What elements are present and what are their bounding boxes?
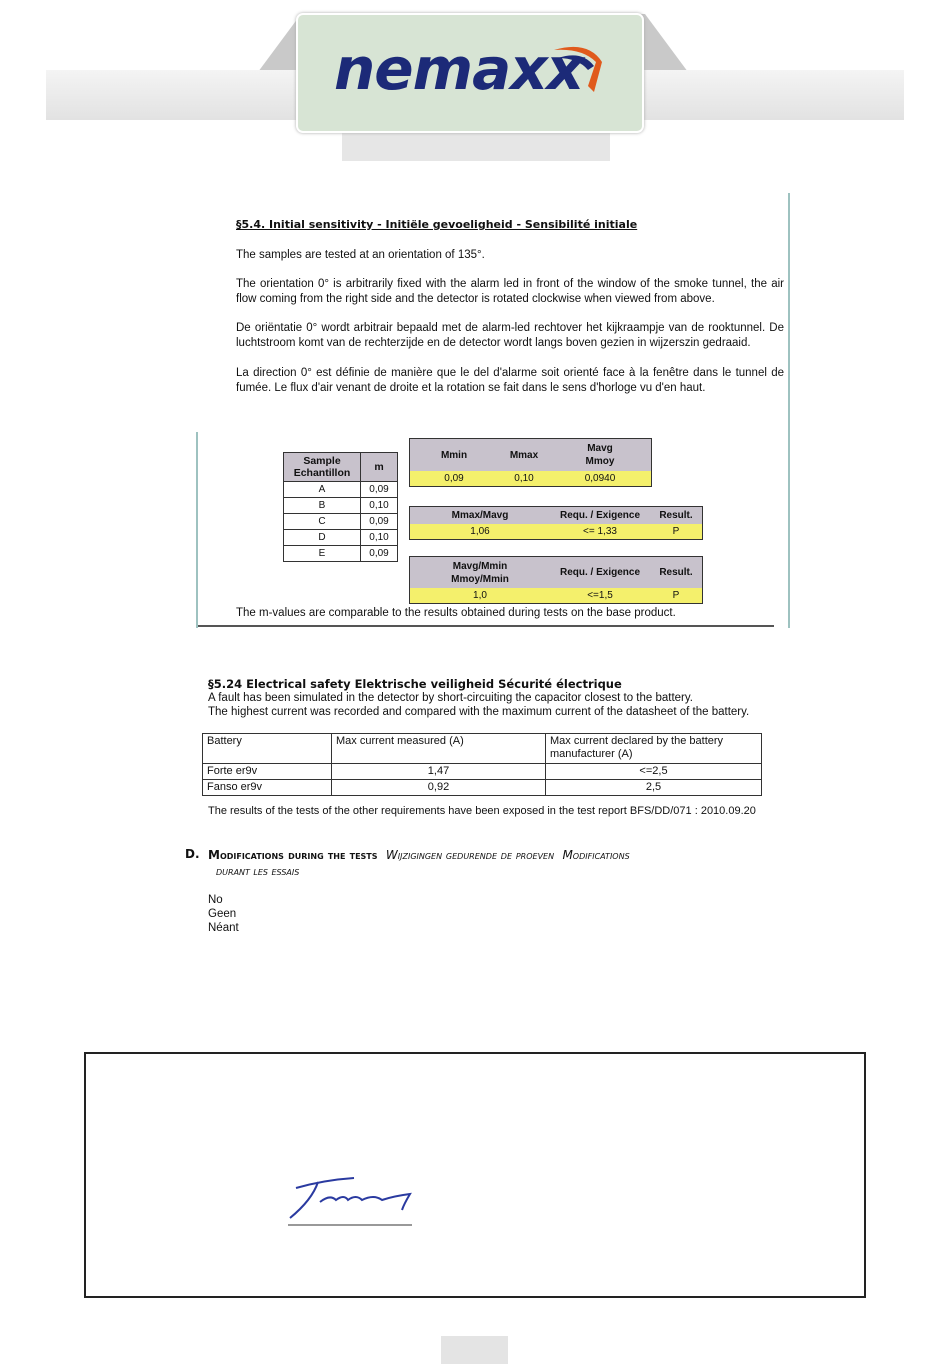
orientation-line: The samples are tested at an orientation of 135°. — [236, 249, 485, 261]
ratio2-label-fr: Mmoy/Mmin — [451, 573, 509, 585]
mmin-value: 0,09 — [444, 473, 464, 484]
mavg-value: 0,0940 — [584, 473, 616, 484]
battery-cell: Forte er9v — [203, 764, 332, 780]
ratio1-req-label: Requ. / Exigence — [559, 510, 641, 521]
sample-header — [284, 453, 361, 482]
sample-header-en: Sample — [303, 455, 341, 467]
measured-cell: 1,47 — [332, 764, 546, 780]
sample-cell: C — [284, 514, 361, 530]
ratio2-label-en: Mavg/Mmin — [452, 560, 508, 572]
table-row — [284, 498, 398, 514]
ratio-max-avg-box — [409, 506, 703, 540]
scan-frame-right — [788, 193, 790, 628]
ratio2-req-label: Requ. / Exigence — [559, 567, 641, 578]
sample-cell: D — [284, 530, 361, 546]
answer-en: No — [208, 894, 223, 906]
sample-header-fr: Echantillon — [293, 467, 351, 479]
ratio1-value: 1,06 — [470, 526, 490, 537]
table-row — [284, 514, 398, 530]
current-line: The highest current was recorded and compared with the maximum current of the datasheet of the battery. — [208, 706, 750, 718]
modifications-answers — [208, 893, 239, 935]
nemaxx-logo: nemaxx — [334, 35, 584, 103]
measured-cell: 0,92 — [332, 780, 546, 796]
section-d-title-nl: Wijzigingen gedurende de proeven — [385, 848, 555, 862]
m-summary-box — [409, 438, 652, 487]
table-row — [284, 546, 398, 562]
logo-swoosh-icon — [548, 40, 608, 100]
ratio2-req: <=1,5 — [587, 590, 613, 601]
m-cell: 0,09 — [361, 546, 398, 562]
mmin-label: Mmin — [440, 449, 468, 461]
answer-fr: Néant — [208, 922, 239, 934]
signature-box — [84, 1052, 866, 1298]
m-values-note: The m-values are comparable to the results obtained during tests on the base product. — [236, 607, 676, 619]
section-524-title: §5.24 Electrical safety Elektrische veiligheid Sécurité électrique — [208, 677, 622, 691]
results-note: The results of the tests of the other requirements have been exposed in the test report BFS/DD/071 : 2010.09.20 — [208, 805, 756, 817]
sample-cell: E — [284, 546, 361, 562]
battery-cell: Fanso er9v — [203, 780, 332, 796]
m-cell: 0,10 — [361, 530, 398, 546]
mavg-label: Mavg — [587, 443, 613, 454]
orientation-paragraph-en: The orientation 0° is arbitrarily fixed with the alarm led in front of the window of the smoke tunnel, the air flow coming from the right side and the detector is rotated clockwise when viewed from above. — [236, 278, 784, 305]
m-cell: 0,09 — [361, 514, 398, 530]
sample-table — [283, 452, 398, 562]
ratio1-result: P — [672, 526, 680, 537]
mmax-value: 0,10 — [514, 473, 534, 484]
fault-line: A fault has been simulated in the detector by short-circuiting the capacitor closest to the battery. — [208, 692, 693, 704]
scan-frame-bottom — [198, 625, 774, 627]
table-row — [284, 530, 398, 546]
mmax-label: Mmax — [509, 449, 539, 461]
orientation-paragraph-nl: De oriëntatie 0° wordt arbitrair bepaald met de alarm-led rechtover het kijkraampje van de rooktunnel. De luchtstroom komt van de rechterzijde en de detector wordt langs boven gezien in wijzerszin gedraaid. — [236, 322, 784, 349]
m-header: m — [361, 453, 398, 482]
battery-header: Battery — [203, 734, 332, 764]
ratio-avg-min-box — [409, 556, 703, 604]
section-d-title-fr-cont: durant les essais — [216, 865, 300, 878]
ratio1-label: Mmax/Mavg — [451, 510, 509, 521]
scan-frame-left — [196, 432, 198, 628]
section-d-title — [208, 847, 768, 863]
table-row — [203, 764, 762, 780]
section-d-title-fr: Modifications — [562, 848, 630, 862]
ratio2-result: P — [672, 590, 680, 601]
m-cell: 0,10 — [361, 498, 398, 514]
measured-header: Max current measured (A) — [332, 734, 546, 764]
declared-cell: <=2,5 — [546, 764, 762, 780]
battery-table — [202, 733, 762, 796]
section-d-letter: D. — [185, 847, 200, 861]
ratio2-value: 1,0 — [473, 590, 487, 601]
table-row — [203, 780, 762, 796]
sample-cell: B — [284, 498, 361, 514]
answer-nl: Geen — [208, 908, 237, 920]
sample-cell: A — [284, 482, 361, 498]
page-footer-tab — [441, 1336, 508, 1364]
declared-cell: 2,5 — [546, 780, 762, 796]
ratio1-req: <= 1,33 — [583, 526, 617, 537]
signature-icon — [284, 1168, 418, 1230]
m-cell: 0,09 — [361, 482, 398, 498]
table-header-row — [203, 734, 762, 764]
mmoy-label: Mmoy — [585, 456, 615, 467]
declared-header: Max current declared by the battery manufacturer (A) — [546, 734, 762, 764]
table-row — [284, 482, 398, 498]
section-54-title: §5.4. Initial sensitivity - Initiële gevoeligheid - Sensibilité initiale — [236, 218, 638, 231]
ratio2-result-label: Result. — [659, 567, 693, 578]
ratio1-result-label: Result. — [659, 510, 693, 521]
section-d-title-en: Modifications during the tests — [208, 848, 378, 862]
orientation-paragraph-fr: La direction 0° est définie de manière que le del d'alarme soit orienté face à la fenêtre dans le tunnel de fumée. Le flux d'air venant de droite et la rotation se fait dans le sens d'horloge vu d'en haut. — [236, 367, 784, 394]
